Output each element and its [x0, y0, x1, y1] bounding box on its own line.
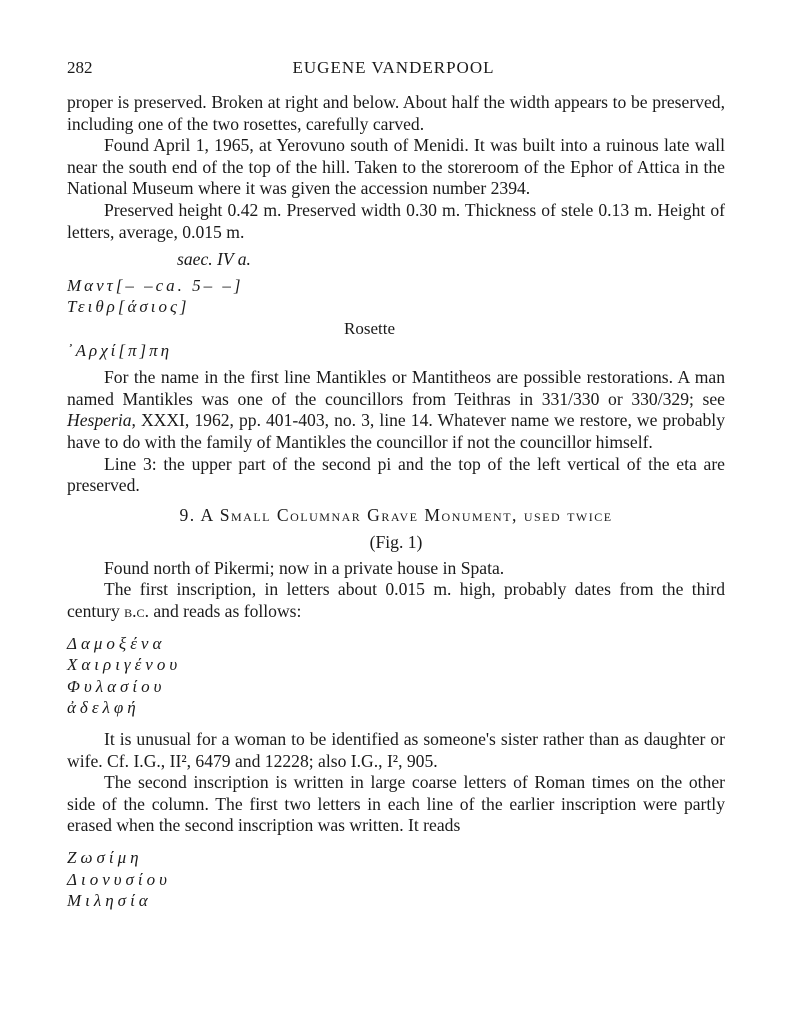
inscription-3 — [67, 847, 725, 912]
inscription-1-line-1: Μαντ[– –ca. 5– –] — [67, 275, 244, 295]
journal-title: Hesperia — [67, 410, 132, 431]
inscription-2 — [67, 633, 725, 719]
paragraph-7-a: The first inscription, in letters about 0.015 m. high, probably dates from the third century — [67, 579, 725, 622]
paragraph-7 — [67, 579, 725, 622]
era-abbreviation: b.c. — [124, 601, 149, 622]
inscription-1 — [67, 275, 725, 361]
paragraph-1: proper is preserved. Broken at right and below. About half the width appears to be preserved, including one of the two rosettes, carefully carved. — [67, 92, 725, 134]
date-line: saec. IV a. — [177, 249, 251, 270]
paragraph-4 — [67, 367, 725, 453]
inscription-2-line-3: Φυλασίου — [67, 676, 166, 696]
inscription-2-line-2: Χαιριγένου — [67, 655, 182, 675]
inscription-2-line-1: Δαμοξένα — [67, 633, 166, 653]
inscription-1-rosette: Rosette — [344, 318, 395, 338]
inscription-3-line-2: Διονυσίου — [67, 869, 171, 889]
page-number: 282 — [67, 58, 93, 77]
figure-reference: (Fig. 1) — [369, 532, 423, 553]
paragraph-9: The second inscription is written in large coarse letters of Roman times on the other side of the column. The first two letters in each line of the earlier inscription were partly erased when the second inscription was written. It reads — [67, 772, 725, 836]
body-text — [67, 92, 725, 912]
inscription-2-line-4: ἀδελφή — [67, 698, 140, 718]
paragraph-4-b: , XXXI, 1962, pp. 401-403, no. 3, line 14. Whatever name we restore, we probably have to do with the family of Mantikles the councillor if not the councillor himself. — [67, 410, 725, 452]
inscription-3-line-3: Μιλησία — [67, 891, 152, 911]
paragraph-4-a: For the name in the first line Mantikles or Mantitheos are possible restorations. A man named Mantikles was one of the councillors from Teithras in 331/330 or 330/329; see — [67, 367, 725, 409]
paragraph-3: Preserved height 0.42 m. Preserved width 0.30 m. Thickness of stele 0.13 m. Height of letters, average, 0.015 m. — [67, 199, 725, 242]
paragraph-7-b: and reads as follows: — [148, 601, 302, 622]
inscription-1-line-3: ᾿Αρχί[π]πη — [67, 340, 173, 360]
paragraph-6: Found north of Pikermi; now in a private house in Spata. — [104, 557, 505, 578]
paragraph-5: Line 3: the upper part of the second pi and the top of the left vertical of the eta are preserved. — [67, 453, 725, 496]
paragraph-8: It is unusual for a woman to be identified as someone's sister rather than as daughter or wife. Cf. I.G., II², 6479 and 12228; also I.G., I², 905. — [67, 729, 725, 771]
section-heading: 9. A Small Columnar Grave Monument, used twice — [179, 504, 613, 525]
paragraph-2: Found April 1, 1965, at Yerovuno south of Menidi. It was built into a ruinous late wall near the south end of the top of the hill. Taken to the storeroom of the Ephor of Attica in the National Museum where it was given the accession number 2394. — [67, 135, 725, 199]
running-head: EUGENE VANDERPOOL — [292, 58, 495, 77]
page-header — [0, 58, 787, 82]
inscription-3-line-1: Ζωσίμη — [67, 848, 143, 867]
inscription-1-line-2: Τειθρ[άσιος] — [67, 297, 190, 317]
